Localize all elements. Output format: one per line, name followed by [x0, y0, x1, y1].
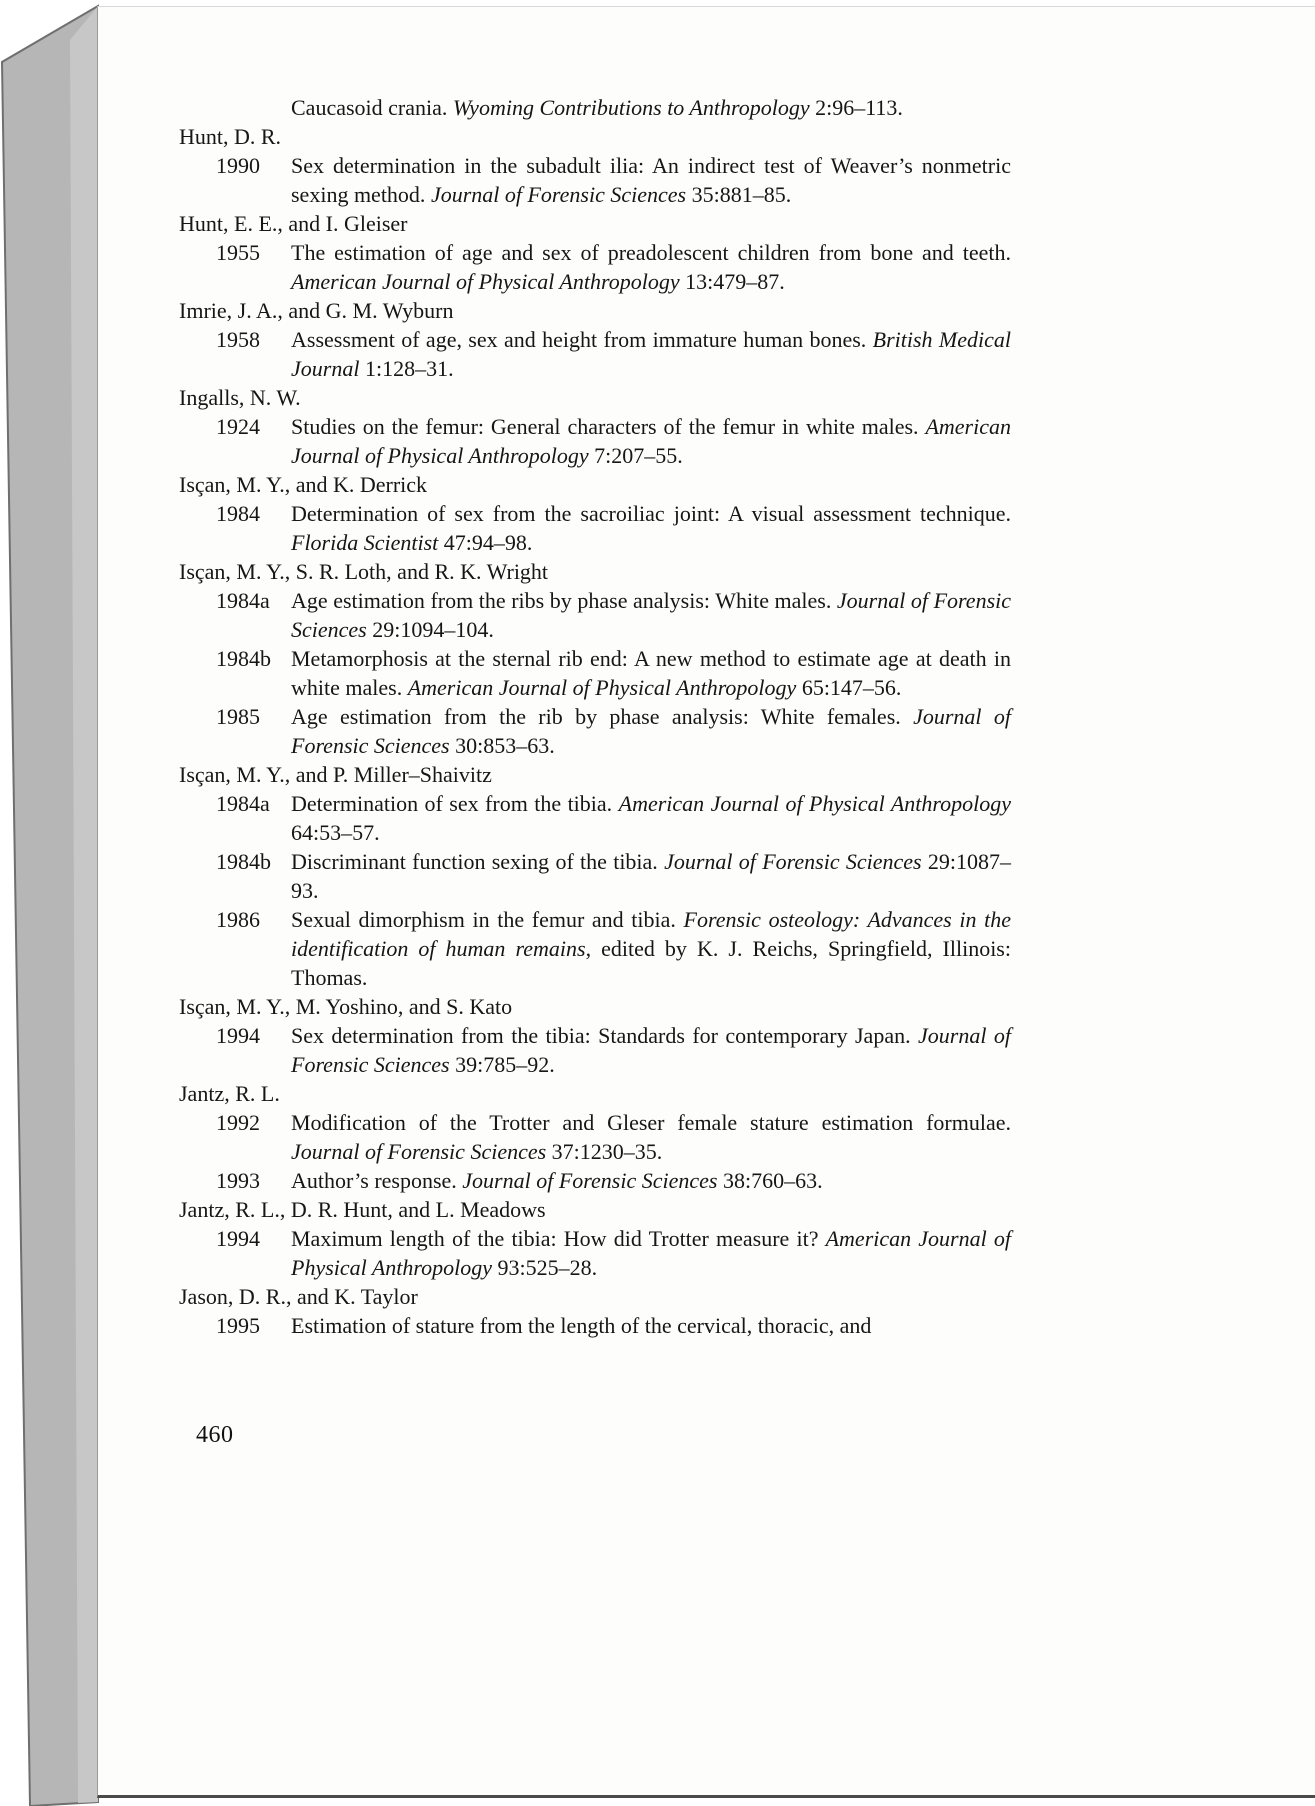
reference-text-segment: Sex determination in the subadult ilia: An indirect test of Weaver’s nonmetric sexing method.: [291, 153, 1011, 207]
author-line: Hunt, D. R.: [179, 124, 282, 149]
reference-year: 1984a: [216, 588, 270, 613]
author-line: Ingalls, N. W.: [179, 385, 301, 410]
reference-text-segment: 13:479–87.: [679, 269, 785, 294]
reference-text: [291, 412, 1011, 470]
reference-text-segment: The estimation of age and sex of preadolescent children from bone and teeth.: [291, 240, 1011, 265]
journal-title-italic: British Medical Journal: [291, 327, 1011, 381]
author-line: Jason, D. R., and K. Taylor: [179, 1284, 418, 1309]
reference-text-segment: Sexual dimorphism in the femur and tibia.: [291, 907, 684, 932]
reference-text: [291, 151, 1011, 209]
journal-title-italic: American Journal of Physical Anthropology: [291, 414, 1011, 468]
journal-title-italic: Journal of Forensic Sciences: [291, 704, 1011, 758]
reference-text-segment: Caucasoid crania.: [291, 95, 453, 120]
reference-year: 1993: [216, 1168, 260, 1193]
reference-item: [179, 702, 1011, 760]
reference-text: [291, 847, 1011, 905]
reference-year: 1990: [216, 153, 260, 178]
reference-text: [291, 586, 1011, 644]
author-line: Hunt, E. E., and I. Gleiser: [179, 211, 408, 236]
reference-text-segment: Assessment of age, sex and height from immature human bones.: [291, 327, 873, 352]
reference-item: [179, 644, 1011, 702]
reference-text-segment: Discriminant function sexing of the tibia.: [291, 849, 665, 874]
reference-text: [291, 325, 1011, 383]
reference-text-segment: 64:53–57.: [291, 820, 380, 845]
journal-title-italic: Forensic osteology: Advances in the identification of human remains: [291, 907, 1011, 961]
reference-continuation: [291, 93, 1011, 122]
reference-year: 1994: [216, 1226, 260, 1251]
reference-text: [291, 1166, 1011, 1195]
page-edge-shadow: [0, 0, 110, 1806]
reference-item: [179, 1021, 1011, 1079]
reference-item: [179, 1311, 1011, 1340]
reference-text-segment: 35:881–85.: [686, 182, 792, 207]
reference-item: [179, 499, 1011, 557]
reference-year: 1984b: [216, 646, 271, 671]
reference-text-segment: 30:853–63.: [449, 733, 555, 758]
reference-year: 1984b: [216, 849, 271, 874]
reference-text-segment: 38:760–63.: [717, 1168, 823, 1193]
reference-text: [291, 1311, 1011, 1340]
author-line: Isçan, M. Y., and P. Miller–Shaivitz: [179, 762, 492, 787]
reference-text: [291, 905, 1011, 992]
reference-year: 1984: [216, 501, 260, 526]
reference-text: [291, 499, 1011, 557]
author-line: Jantz, R. L.: [179, 1081, 280, 1106]
page: [97, 6, 1315, 1798]
reference-item: [179, 1166, 1011, 1195]
reference-text: [291, 1224, 1011, 1282]
reference-text-segment: Metamorphosis at the sternal rib end: A new method to estimate age at death in white males.: [291, 646, 1011, 700]
reference-text-segment: , edited by K. J. Reichs, Springfield, Illinois: Thomas.: [291, 936, 1011, 990]
journal-title-italic: Journal of Forensic Sciences: [462, 1168, 718, 1193]
author-line: Jantz, R. L., D. R. Hunt, and L. Meadows: [179, 1197, 546, 1222]
reference-item: [179, 325, 1011, 383]
reference-item: [179, 1108, 1011, 1166]
reference-year: 1985: [216, 704, 260, 729]
author-line: Isçan, M. Y., M. Yoshino, and S. Kato: [179, 994, 513, 1019]
bibliography: [179, 93, 1011, 1340]
journal-title-italic: American Journal of Physical Anthropology: [618, 791, 1012, 816]
reference-item: [179, 151, 1011, 209]
reference-text: [291, 1021, 1011, 1079]
author-line: Isçan, M. Y., S. R. Loth, and R. K. Wright: [179, 559, 549, 584]
reference-text-segment: Sex determination from the tibia: Standards for contemporary Japan.: [291, 1023, 919, 1048]
reference-text-segment: Age estimation from the ribs by phase analysis: White males.: [291, 588, 837, 613]
reference-text-segment: Age estimation from the rib by phase analysis: White females.: [291, 704, 914, 729]
reference-text: [291, 1108, 1011, 1166]
reference-year: 1958: [216, 327, 260, 352]
page-number: 460: [196, 1422, 234, 1448]
reference-text: [291, 789, 1011, 847]
journal-title-italic: Journal of Forensic Sciences: [291, 1023, 1011, 1077]
reference-item: [179, 586, 1011, 644]
reference-text-segment: 2:96–113.: [809, 95, 903, 120]
reference-item: [179, 238, 1011, 296]
reference-text-segment: 47:94–98.: [438, 530, 533, 555]
reference-text-segment: Author’s response.: [291, 1168, 463, 1193]
reference-item: [179, 789, 1011, 847]
author-line: Isçan, M. Y., and K. Derrick: [179, 472, 428, 497]
journal-title-italic: American Journal of Physical Anthropology: [291, 1226, 1011, 1280]
reference-item: [179, 412, 1011, 470]
reference-item: [179, 905, 1011, 992]
journal-title-italic: American Journal of Physical Anthropology: [407, 675, 797, 700]
reference-year: 1994: [216, 1023, 260, 1048]
reference-year: 1992: [216, 1110, 260, 1135]
journal-title-italic: American Journal of Physical Anthropology: [291, 269, 680, 294]
journal-title-italic: Journal of Forensic Sciences: [291, 1139, 547, 1164]
reference-year: 1924: [216, 414, 260, 439]
reference-year: 1984a: [216, 791, 270, 816]
journal-title-italic: Journal of Forensic Sciences: [291, 588, 1012, 642]
reference-item: [179, 1224, 1011, 1282]
reference-text-segment: 29:1094–104.: [366, 617, 494, 642]
reference-text: [291, 644, 1011, 702]
reference-text: [291, 702, 1011, 760]
reference-item: [179, 847, 1011, 905]
reference-text-segment: 29:1087–93.: [291, 849, 1011, 903]
reference-text-segment: Determination of sex from the tibia.: [291, 791, 619, 816]
reference-text-segment: Studies on the femur: General characters of the femur in white males.: [291, 414, 926, 439]
reference-text-segment: Estimation of stature from the length of the cervical, thoracic, and: [291, 1313, 872, 1338]
reference-text-segment: Maximum length of the tibia: How did Trotter measure it?: [291, 1226, 826, 1251]
reference-text-segment: 93:525–28.: [492, 1255, 598, 1280]
reference-text-segment: 39:785–92.: [449, 1052, 555, 1077]
reference-text-segment: 65:147–56.: [796, 675, 902, 700]
reference-year: 1986: [216, 907, 260, 932]
reference-text-segment: 7:207–55.: [588, 443, 683, 468]
journal-title-italic: Journal of Forensic Sciences: [430, 182, 687, 207]
reference-text-segment: 37:1230–35.: [546, 1139, 663, 1164]
journal-title-italic: Journal of Forensic Sciences: [664, 849, 922, 874]
reference-text-segment: Modification of the Trotter and Gleser female stature estimation formulae.: [291, 1110, 1011, 1135]
reference-year: 1955: [216, 240, 260, 265]
reference-text: [291, 238, 1011, 296]
author-line: Imrie, J. A., and G. M. Wyburn: [179, 298, 454, 323]
journal-title-italic: Wyoming Contributions to Anthropology: [452, 95, 810, 120]
reference-entries: [179, 122, 1011, 1340]
reference-year: 1995: [216, 1313, 260, 1338]
reference-text-segment: 1:128–31.: [359, 356, 454, 381]
reference-text-segment: Determination of sex from the sacroiliac joint: A visual assessment technique.: [291, 501, 1011, 526]
journal-title-italic: Florida Scientist: [291, 530, 439, 555]
